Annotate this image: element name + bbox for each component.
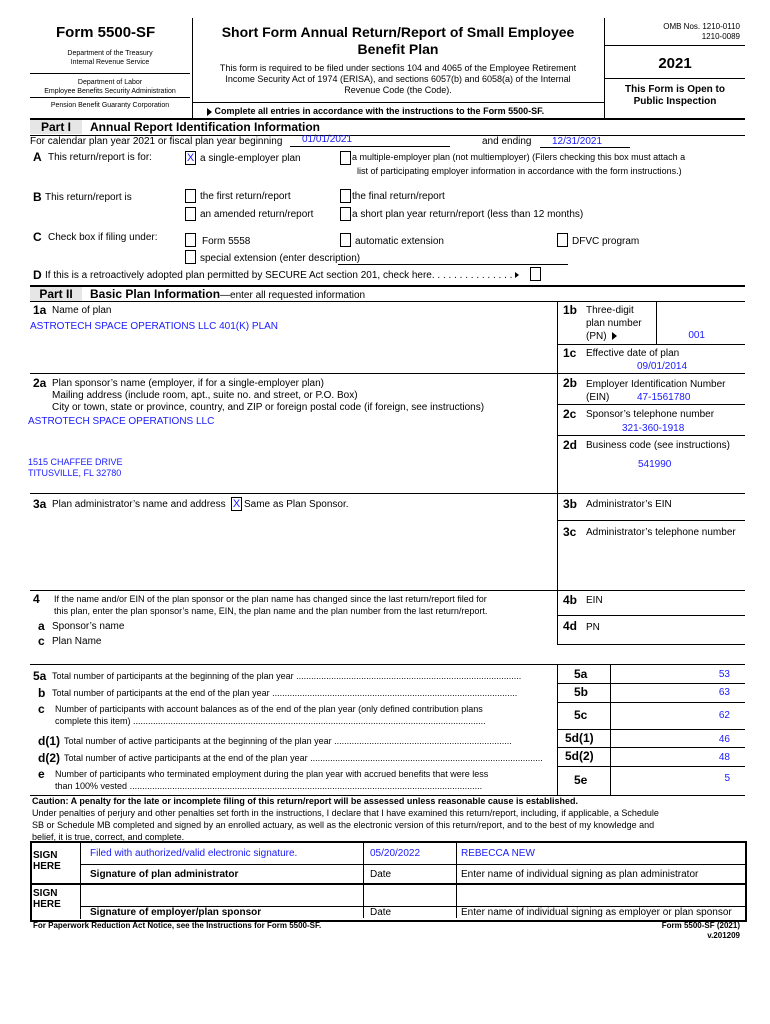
line-2a-number: 2a [33,376,47,390]
single-employer-label: a single-employer plan [200,153,301,164]
perjury-text-2: SB or Schedule MB completed and signed by an enrolled actuary, as well as the electronic version of this return/report, and to the best of my knowledge and [32,820,655,830]
box-5d1-label: 5d(1) [565,731,594,745]
line-5d2-label-text: Total number of active participants at the end of the plan year [64,753,308,763]
line-5c-label-2-text: complete this item) [55,716,131,726]
perjury-text-1: Under penalties of perjury and other penalties set forth in the instructions, I declare that I have examined this return/report, including, if applicable, a Schedule [32,808,659,818]
first-return-label: the first return/report [200,191,291,202]
same-as-sponsor-checkbox[interactable]: X [232,498,241,510]
active-participants-end-value[interactable]: 48 [718,752,730,763]
here-label-1: HERE [33,861,61,872]
line-3c-number: 3c [563,525,577,539]
box-5d2-label: 5d(2) [565,749,594,763]
final-return-checkbox[interactable] [340,189,351,203]
plan-name-value[interactable]: ASTROTECH SPACE OPERATIONS LLC 401(K) PLAN [30,321,279,332]
line-2d-number: 2d [563,438,578,452]
employer-date-label: Date [370,907,392,918]
line-4-text-2: this plan, enter the plan sponsor’s name, EIN, the plan name and the plan number from the last return/report. [54,606,488,616]
form-number: Form 5500-SF [56,24,156,41]
line-4d-number: 4d [563,619,578,633]
short-plan-year-label: a short plan year return/report (less than 12 months) [352,209,584,220]
box-5c-label: 5c [574,708,588,722]
plan-year-end-date[interactable]: 12/31/2021 [552,136,603,147]
line-3a-label: Plan administrator’s name and address [52,499,226,510]
box-5b-label: 5b [574,685,589,699]
dept-treasury-line-1: Department of the Treasury [67,50,153,57]
line-5e-label-1: Number of participants who terminated employment during the plan year with accrued benefits that were less [55,769,489,779]
active-participants-begin-value[interactable]: 46 [718,734,730,745]
multiple-employer-label-2: list of participating employer information in accordance with the form instructions.) [357,166,682,176]
line-5b-label: Total number of participants at the end of the plan year .................................................................................................. [52,688,518,698]
part-2-title-suffix: —enter all requested information [220,290,366,301]
sponsor-name-value[interactable]: ASTROTECH SPACE OPERATIONS LLC [28,416,215,427]
line-2b-label-1: Employer Identification Number [586,379,726,390]
line-5c-letter: c [38,702,45,716]
same-as-sponsor-label: Same as Plan Sponsor. [244,499,349,510]
line-4c-label: Plan Name [52,636,102,647]
part-2-title-text: Basic Plan Information [90,287,221,301]
line-5d1-label: Total number of active participants at the beginning of the plan year ....................................................................... [64,736,512,746]
line-4-text-1: If the name and/or EIN of the plan sponsor or the plan name has changed since the last return/report filed for [54,594,487,604]
participants-with-balances-value[interactable]: 62 [718,710,730,721]
line-1b-label-3-text: (PN) [586,331,607,342]
line-d-letter: D [33,268,42,282]
line-5e-label-2-text: than 100% vested [55,781,128,791]
multiple-employer-label-1: a multiple-employer plan (not multiemployer) (Filers checking this box must attach a [352,152,686,162]
line-2b-label-2: (EIN) [586,392,610,403]
final-return-label: the final return/report [352,191,445,202]
line-3a-number: 3a [33,497,47,511]
line-2d-label: Business code (see instructions) [586,440,730,451]
automatic-extension-label: automatic extension [355,236,444,247]
plan-year-begin-date[interactable]: 01/01/2021 [302,134,353,145]
part-1-title: Annual Report Identification Information [90,120,320,134]
part-2-label: Part II [30,287,82,301]
amended-return-label: an amended return/report [200,209,314,220]
line-d-text [45,270,519,281]
line-c-text: Check box if filing under: [48,232,158,243]
amended-return-checkbox[interactable] [185,207,196,221]
line-2b-number: 2b [563,376,578,390]
public-inspection-1: This Form is Open to [624,84,725,95]
terminated-participants-value[interactable]: 5 [724,773,730,784]
sign-label-1: SIGN [33,850,58,861]
required-text-3: Revenue Code (the Code). [344,85,452,95]
box-5a-label: 5a [574,667,588,681]
line-3c-label: Administrator’s telephone number [586,527,736,538]
single-employer-checkbox[interactable]: X [186,152,195,164]
sign-label-2: SIGN [33,888,58,899]
complete-instruction-text: Complete all entries in accordance with the instructions to the Form 5500-SF. [214,106,545,116]
public-inspection-2: Public Inspection [633,96,717,107]
participants-end-value[interactable]: 63 [718,687,730,698]
admin-signature-date-value[interactable]: 05/20/2022 [370,848,421,859]
line-1b-label-1: Three-digit [586,305,634,316]
dept-treasury-line-2: Internal Revenue Service [70,59,150,66]
admin-name-label: Enter name of individual signing as plan administrator [461,869,699,880]
dfvc-label: DFVC program [572,236,640,247]
line-4b-number: 4b [563,593,578,607]
complete-instruction [207,106,544,116]
secure-act-checkbox[interactable] [530,267,541,281]
line-5e-label-2: than 100% vested ............................................................................................................................................. [55,781,483,791]
line-2a-label-1: Plan sponsor’s name (employer, if for a single-employer plan) [52,378,324,389]
line-1a-number: 1a [33,303,47,317]
dept-labor-line-1: Department of Labor [77,79,143,86]
line-5c-label-2: complete this item) ............................................................................................................................................. [55,716,486,726]
form-year: 2021 [658,55,692,72]
line-1c-label: Effective date of plan [586,348,680,359]
line-5d1-letter: d(1) [38,734,60,748]
sponsor-address-line-2[interactable]: TITUSVILLE, FL 32780 [28,468,122,478]
line-1c-number: 1c [563,346,577,360]
ending-text: and ending [482,136,532,147]
multiple-employer-checkbox[interactable] [340,151,351,165]
line-b-letter: B [33,190,42,204]
effective-date-value[interactable]: 09/01/2014 [637,361,688,372]
line-c-letter: C [33,230,42,244]
here-label-2: HERE [33,899,61,910]
arrow-right-icon [515,272,519,278]
short-plan-year-checkbox[interactable] [340,207,351,221]
dfvc-checkbox[interactable] [557,233,568,247]
line-5d2-letter: d(2) [38,751,60,765]
line-2a-label-3: City or town, state or province, country, and ZIP or foreign postal code (if foreign, see instructions) [52,402,485,413]
automatic-extension-checkbox[interactable] [340,233,351,247]
admin-signature-label: Signature of plan administrator [90,869,239,880]
perjury-text-3: belief, it is true, correct, and complete. [32,832,185,841]
special-extension-label: special extension (enter description) [200,253,361,264]
required-text-1: This form is required to be filed under sections 104 and 4065 of the Employee Retirement [219,63,577,73]
line-5d2-label: Total number of active participants at the end of the plan year ............................................................................................. [64,753,543,763]
line-4a-letter: a [38,619,45,633]
employer-name-label: Enter name of individual signing as employer or plan sponsor [461,907,732,918]
line-1b-label-2: plan number [586,318,642,329]
admin-date-label: Date [370,869,392,880]
line-4-number: 4 [33,592,40,606]
line-5a-number: 5a [33,669,47,683]
form-title-line-1: Short Form Annual Return/Report of Small Employee [221,24,575,40]
special-extension-checkbox[interactable] [185,250,196,264]
employer-signature-label: Signature of employer/plan sponsor [90,907,262,918]
line-3b-number: 3b [563,497,578,511]
line-4c-letter: c [38,634,45,648]
line-4d-label: PN [586,622,600,633]
paperwork-notice: For Paperwork Reduction Act Notice, see the Instructions for Form 5500-SF. [33,921,322,930]
line-4a-label: Sponsor’s name [52,621,125,632]
form-footer-id: Form 5500-SF (2021) [661,921,740,930]
plan-number-value[interactable]: 001 [688,330,705,341]
participants-begin-value[interactable]: 53 [718,669,730,680]
line-d-text-content: If this is a retroactively adopted plan permitted by SECURE Act section 201, check here. . . . . . . . . . . . . . . [45,270,513,281]
line-2c-number: 2c [563,407,577,421]
line-5c-label-1: Number of participants with account balances as of the end of the plan year (only defined contribution plans [55,704,483,714]
line-1a-label: Name of plan [52,305,112,316]
admin-signature-value[interactable]: Filed with authorized/valid electronic signature. [90,848,298,859]
sponsor-phone-value[interactable]: 321-360-1918 [622,423,685,434]
line-a-letter: A [33,150,42,164]
line-4b-label: EIN [586,595,603,606]
part-2-title [90,287,365,301]
line-5a-label: Total number of participants at the beginning of the plan year .......................................................................................... [52,671,522,681]
business-code-value[interactable]: 541990 [638,459,672,470]
line-5b-label-text: Total number of participants at the end of the plan year [52,688,270,698]
box-5e-label: 5e [574,773,588,787]
part-1-label: Part I [30,120,82,134]
penalty-caution: Caution: A penalty for the late or incomplete filing of this return/report will be assessed unless reasonable cause is established. [32,796,578,806]
first-return-checkbox[interactable] [185,189,196,203]
required-text-2: Income Security Act of 1974 (ERISA), and sections 6057(b) and 6058(a) of the Internal [225,74,571,84]
line-b-text: This return/report is [45,192,132,203]
form-5558-label: Form 5558 [202,236,251,247]
arrow-right-icon [207,108,212,116]
omb-number-1: OMB Nos. 1210-0110 [663,22,740,31]
form-version: v.201209 [707,931,740,940]
line-5b-letter: b [38,686,46,700]
line-1b-number: 1b [563,303,578,317]
arrow-right-icon [612,332,617,340]
form-title-line-2: Benefit Plan [357,41,439,57]
form-5558-checkbox[interactable] [185,233,196,247]
sponsor-address-line-1[interactable]: 1515 CHAFFEE DRIVE [28,457,123,467]
line-3b-label: Administrator’s EIN [586,499,672,510]
line-2a-label-2: Mailing address (include room, apt., suite no. and street, or P.O. Box) [52,390,358,401]
ein-value[interactable]: 47-1561780 [637,392,691,403]
pbgc-label: Pension Benefit Guaranty Corporation [50,102,170,109]
calendar-year-text: For calendar plan year 2021 or fiscal plan year beginning [30,136,283,147]
line-2c-label: Sponsor’s telephone number [586,409,715,420]
line-1b-label-3 [586,331,617,342]
dept-labor-line-2: Employee Benefits Security Administration [44,88,176,95]
line-a-text: This return/report is for: [48,152,152,163]
omb-number-2: 1210-0089 [701,32,740,41]
admin-name-value[interactable]: REBECCA NEW [461,848,535,859]
line-5a-label-text: Total number of participants at the beginning of the plan year [52,671,294,681]
line-5d1-label-text: Total number of active participants at the beginning of the plan year [64,736,332,746]
line-5e-letter: e [38,767,45,781]
